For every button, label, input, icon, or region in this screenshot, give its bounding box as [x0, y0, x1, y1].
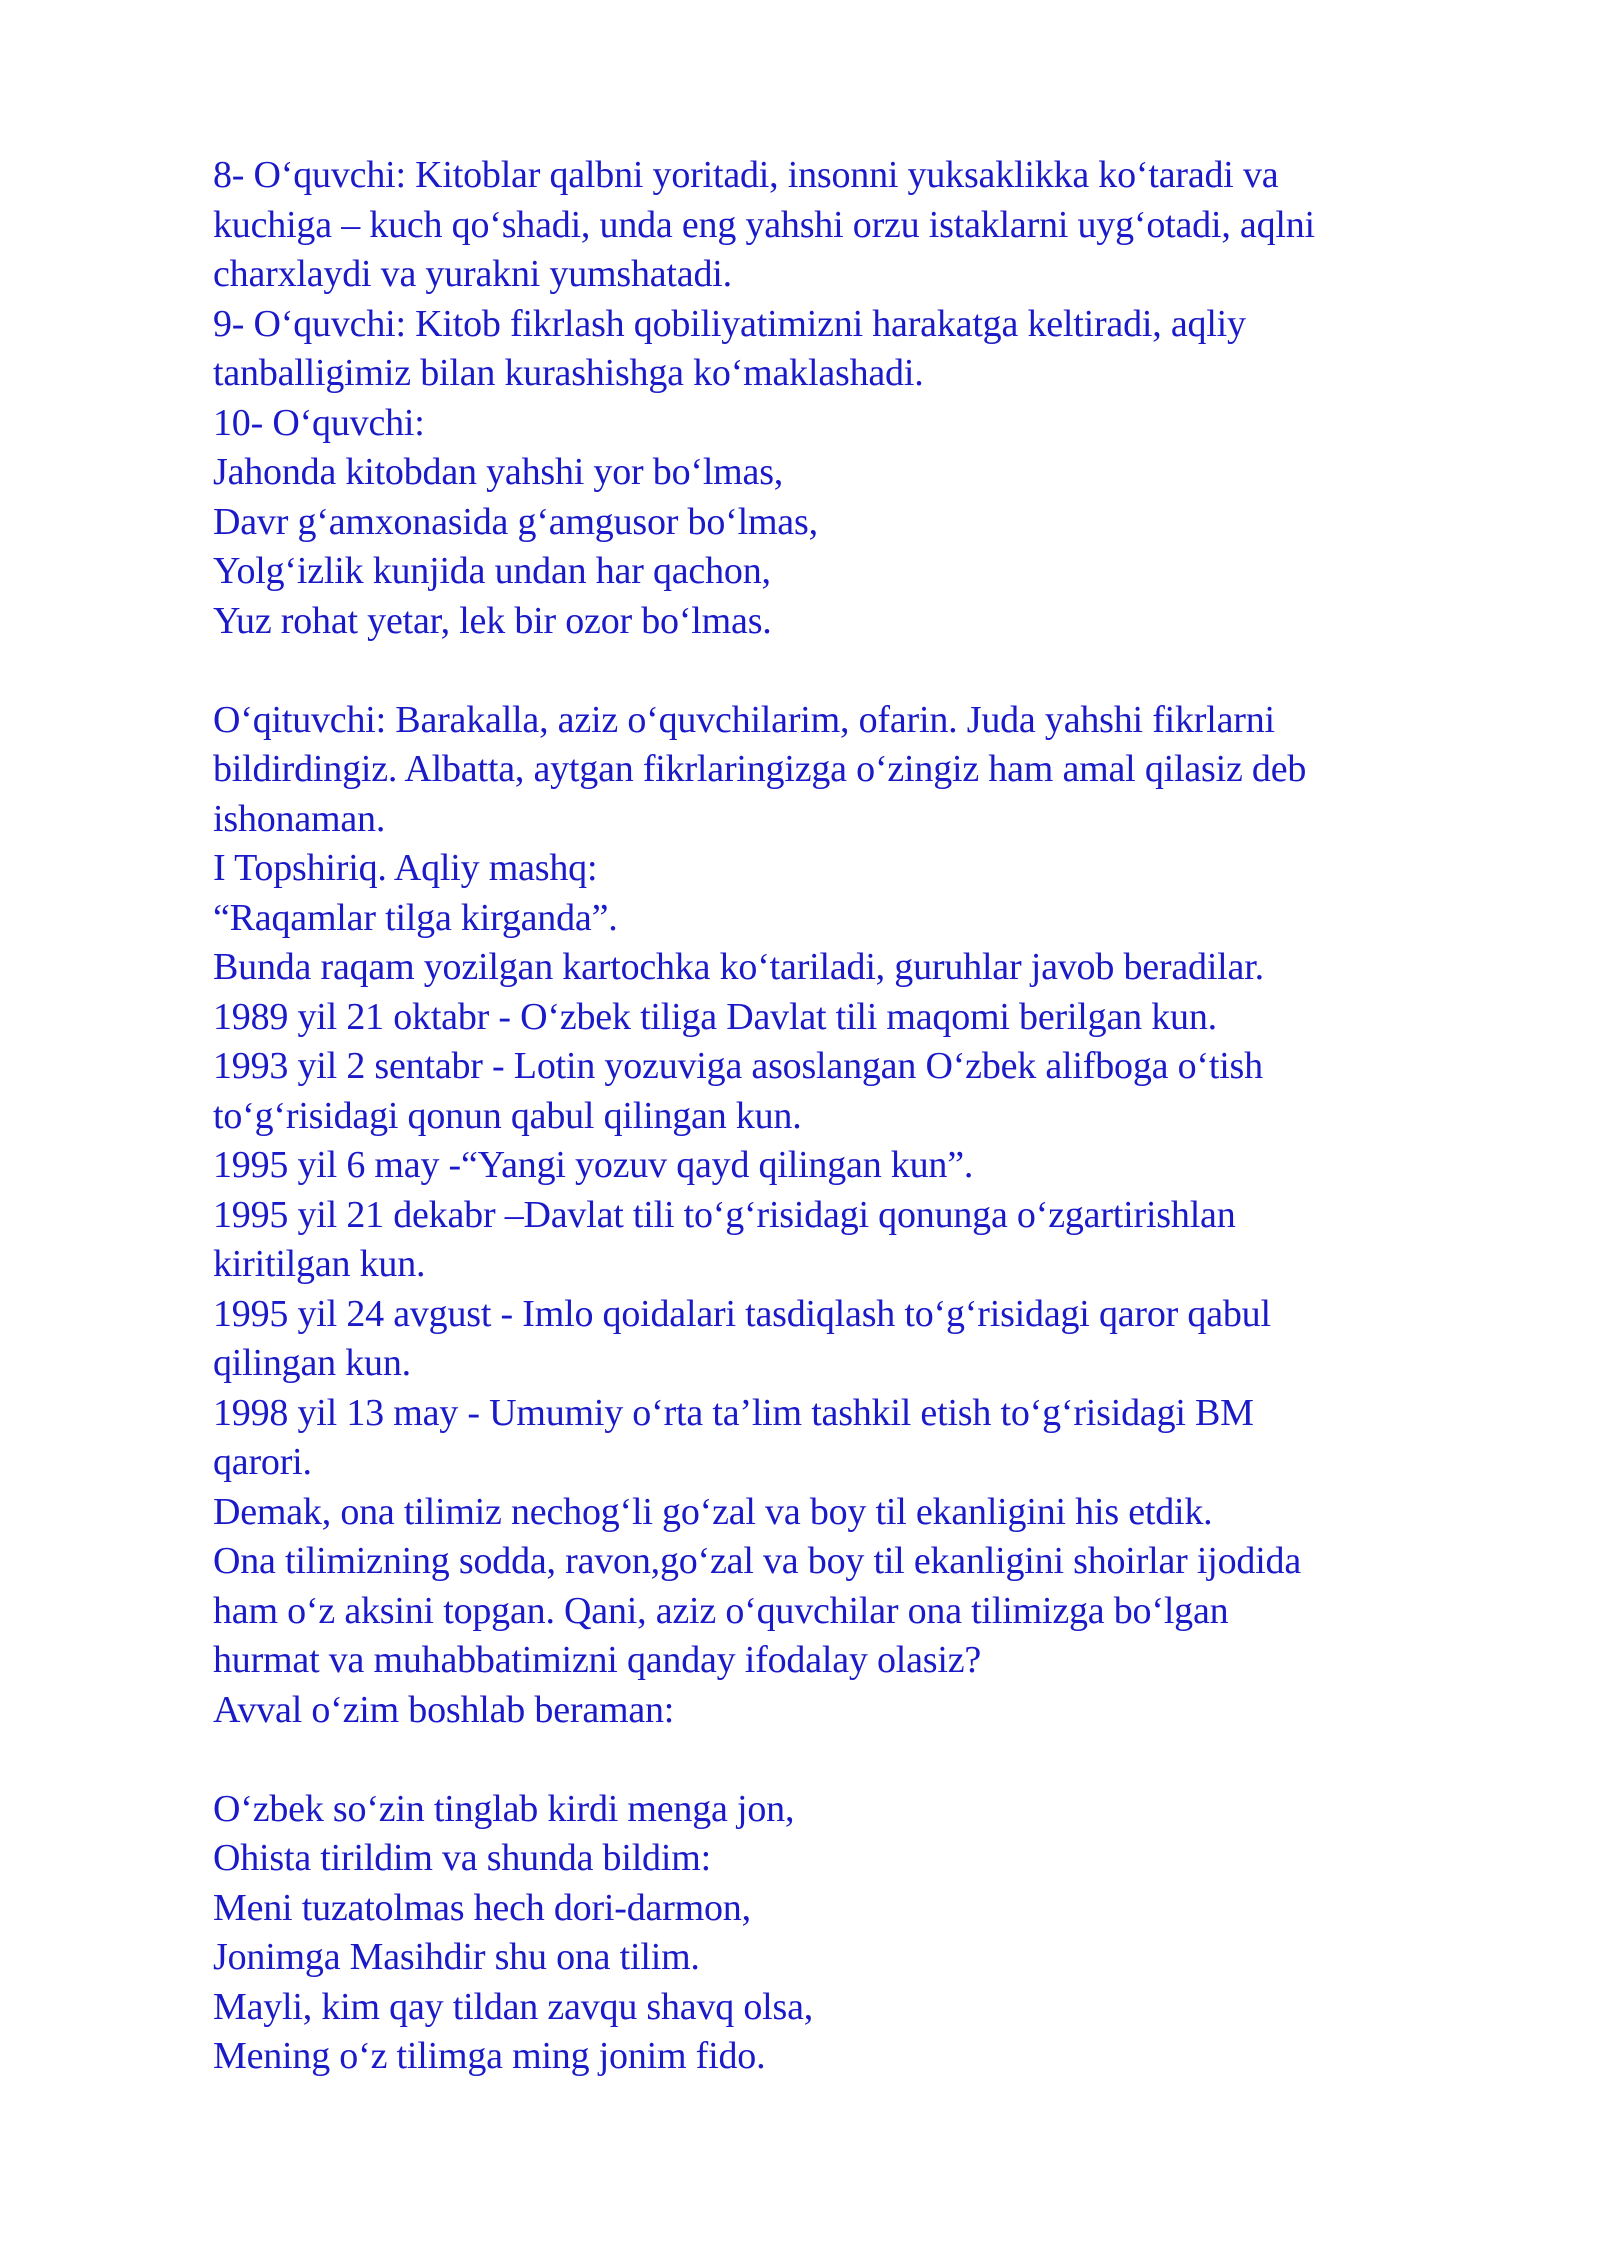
text-line: Avval o‘zim boshlab beraman:: [213, 1688, 675, 1731]
text-line: Ona tilimizning sodda, ravon,go‘zal va boy til ekanligini shoirlar ijodida: [213, 1540, 1302, 1582]
date-entry: 1995 yil 24 avgust - Imlo qoidalari tasdiqlash to‘g‘risidagi qaror qabul: [213, 1292, 1271, 1335]
text-line: tanballigimiz bilan kurashishga ko‘maklashadi.: [213, 352, 924, 394]
text-line: Bunda raqam yozilgan kartochka ko‘tariladi, guruhlar javob beradilar.: [213, 946, 1264, 988]
text-line: ham o‘z aksini topgan. Qani, aziz o‘quvchilar ona tilimizga bo‘lgan: [213, 1589, 1229, 1632]
verse-line: Yolg‘izlik kunjida undan har qachon,: [213, 550, 771, 592]
date-entry: 1998 yil 13 may - Umumiy o‘rta ta’lim tashkil etish to‘g‘risidagi BM: [213, 1391, 1254, 1434]
text-line: charxlaydi va yurakni yumshatadi.: [213, 253, 732, 295]
verse-line: Jahonda kitobdan yahshi yor bo‘lmas,: [213, 451, 784, 493]
date-entry: 1995 yil 21 dekabr –Davlat tili to‘g‘risidagi qonunga o‘zgartirishlan: [213, 1193, 1236, 1236]
date-entry: qilingan kun.: [213, 1342, 411, 1384]
date-entry: 1995 yil 6 may -“Yangi yozuv qayd qilingan kun”.: [213, 1144, 974, 1186]
text-line: kuchiga – kuch qo‘shadi, unda eng yahshi orzu istaklarni uyg‘otadi, aqlni: [213, 203, 1315, 246]
verse-line: Ohista tirildim va shunda bildim:: [213, 1837, 711, 1879]
text-line: 8- O‘quvchi: Kitoblar qalbni yoritadi, insonni yuksaklikka ko‘taradi va: [213, 154, 1279, 196]
speaker-9-paragraph: [213, 300, 1503, 399]
task-title: “Raqamlar tilga kirganda”.: [213, 896, 618, 939]
date-entry: kiritilgan kun.: [213, 1243, 426, 1285]
paragraph-gap: [213, 646, 1503, 696]
teacher-section: [213, 696, 1503, 1736]
text-line: 9- O‘quvchi: Kitob fikrlash qobiliyatimizni harakatga keltiradi, aqliy: [213, 302, 1246, 345]
verse-line: Mening o‘z tilimga ming jonim fido.: [213, 2035, 766, 2077]
verse-line: Meni tuzatolmas hech dori-darmon,: [213, 1886, 751, 1929]
text-line: 10- O‘quvchi:: [213, 401, 425, 444]
verse-line: Yuz rohat yetar, lek bir ozor bo‘lmas.: [213, 599, 772, 642]
verse-line: Mayli, kim qay tildan zavqu shavq olsa,: [213, 1985, 814, 2028]
date-entry: qarori.: [213, 1441, 312, 1483]
text-line: ishonaman.: [213, 797, 386, 840]
speaker-10-verse: [213, 399, 1503, 647]
date-entry: to‘g‘risidagi qonun qabul qilingan kun.: [213, 1094, 802, 1137]
verse-line: Jonimga Masihdir shu ona tilim.: [213, 1936, 700, 1978]
text-line: Demak, ona tilimiz nechog‘li go‘zal va boy til ekanligini his etdik.: [213, 1490, 1213, 1533]
text-line: bildirdingiz. Albatta, aytgan fikrlaringizga o‘zingiz ham amal qilasiz deb: [213, 748, 1307, 790]
paragraph-gap: [213, 1735, 1503, 1785]
verse-line: Davr g‘amxonasida g‘amgusor bo‘lmas,: [213, 500, 818, 543]
document-page: [213, 151, 1503, 2082]
text-line: O‘qituvchi: Barakalla, aziz o‘quvchilarim, ofarin. Juda yahshi fikrlarni: [213, 698, 1275, 741]
text-line: hurmat va muhabbatimizni qanday ifodalay olasiz?: [213, 1639, 982, 1681]
closing-poem: [213, 1785, 1503, 2082]
date-entry: 1993 yil 2 sentabr - Lotin yozuviga asoslangan O‘zbek alifboga o‘tish: [213, 1045, 1263, 1087]
task-heading: I Topshiriq. Aqliy mashq:: [213, 847, 598, 889]
date-entry: 1989 yil 21 oktabr - O‘zbek tiliga Davlat tili maqomi berilgan kun.: [213, 995, 1217, 1038]
verse-line: O‘zbek so‘zin tinglab kirdi menga jon,: [213, 1787, 795, 1830]
speaker-8-paragraph: [213, 151, 1503, 300]
